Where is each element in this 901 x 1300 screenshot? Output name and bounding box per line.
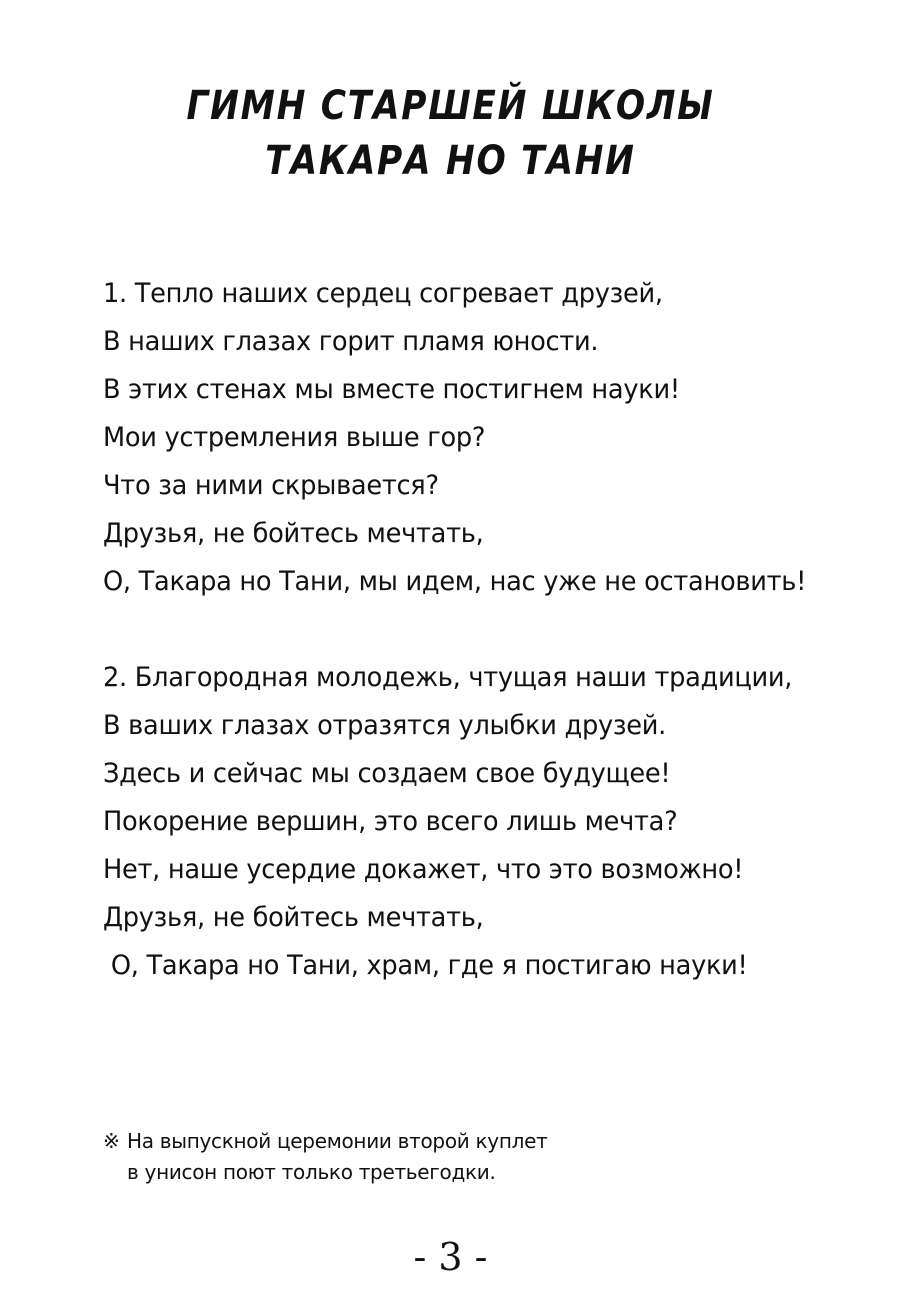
verse-line: Покорение вершин, это всего лишь мечта? [103, 806, 678, 837]
verse-line: Мои устремления выше гор? [103, 422, 486, 453]
verse-line: Здесь и сейчас мы создаем свое будущее! [103, 758, 671, 789]
verse-line: В ваших глазах отразятся улыбки друзей. [103, 710, 666, 741]
verse-line: В этих стенах мы вместе постигнем науки! [103, 374, 680, 405]
footnote-line-2 [103, 1157, 547, 1188]
verse-line: Друзья, не бойтесь мечтать, [103, 518, 484, 549]
verse-line: О, Такара но Тани, мы идем, нас уже не остановить! [103, 566, 807, 597]
verse-line: О, Такара но Тани, храм, где я постигаю науки! [103, 950, 748, 981]
verse-line: Друзья, не бойтесь мечтать, [103, 902, 484, 933]
verse-line: Нет, наше усердие докажет, что это возможно! [103, 854, 744, 885]
song-title-line-2: ТАКАРА НО ТАНИ [265, 138, 636, 184]
verse-line: Что за ними скрывается? [103, 470, 439, 501]
verse-line: 2. Благородная молодежь, чтущая наши традиции, [103, 662, 793, 693]
page-number: - 3 - [413, 1235, 488, 1279]
song-title-line-1: ГИМН СТАРШЕЙ ШКОЛЫ [186, 83, 715, 129]
reference-mark-icon: ※ [103, 1129, 120, 1153]
footnote-text-2: в унисон поют только третьегодки. [127, 1160, 496, 1184]
verse-2 [103, 658, 828, 994]
footnote-line-1 [103, 1126, 547, 1157]
verse-line: 1. Тепло наших сердец согревает друзей, [103, 278, 663, 309]
footnote-text-1: На выпускной церемонии второй куплет [127, 1129, 548, 1153]
verse-1 [103, 274, 843, 610]
footnote [103, 1126, 547, 1188]
verse-line: В наших глазах горит пламя юности. [103, 326, 599, 357]
